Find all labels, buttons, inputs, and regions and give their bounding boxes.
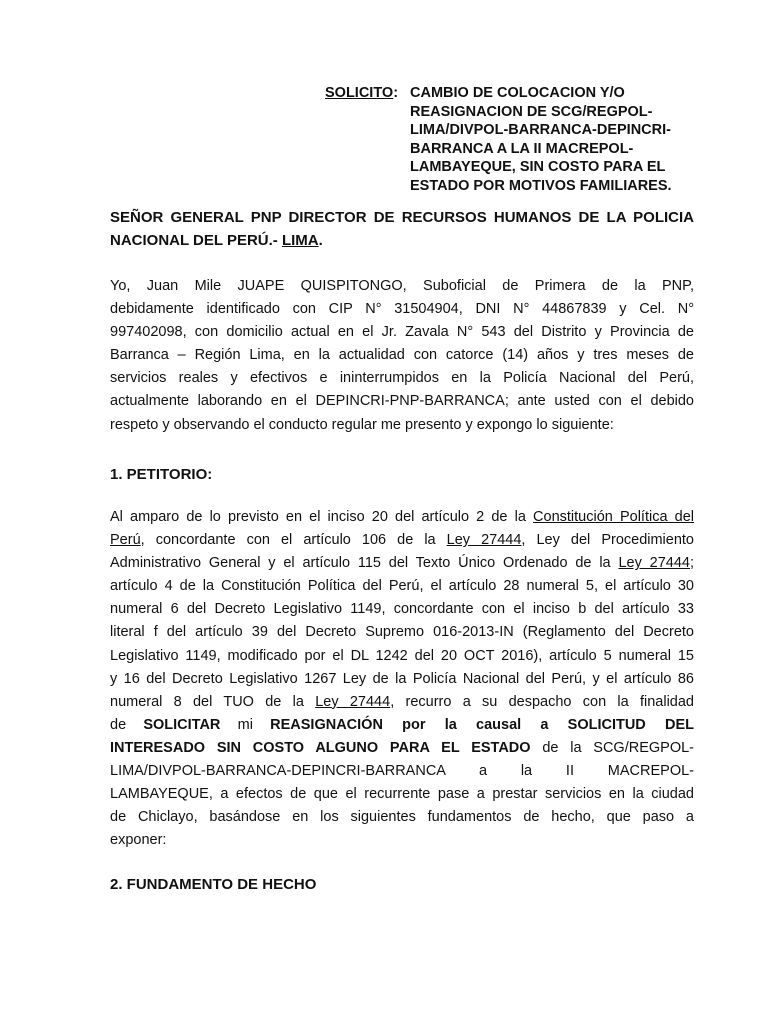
ley-link[interactable]: Ley 27444 bbox=[618, 555, 690, 572]
intro-line: respeto y observando el conducto regular me presento y expongo lo siguiente: bbox=[110, 416, 614, 433]
petitorio-line: Administrativo General y el artículo 115 del Texto Único Ordenado de la Ley 27444; bbox=[110, 555, 694, 572]
ley-link[interactable]: Ley 27444 bbox=[315, 693, 391, 710]
subject-line: LAMBAYEQUE, SIN COSTO PARA EL bbox=[410, 159, 666, 175]
petitorio-line: literal f del artículo 39 del Decreto Supremo 016-2013-IN (Reglamento del Decreto bbox=[110, 624, 694, 641]
intro-line: actualmente laborando en el DEPINCRI-PNP-BARRANCA; ante usted con el debido bbox=[110, 393, 694, 410]
intro-paragraph bbox=[110, 275, 694, 437]
constitution-link[interactable]: Constitución Política del bbox=[533, 509, 694, 525]
petitorio-line: Al amparo de lo previsto en el inciso 20 del artículo 2 de la Constitución Política del bbox=[110, 509, 694, 525]
petitorio-paragraph bbox=[110, 506, 694, 852]
ley-link[interactable]: Ley 27444 bbox=[446, 532, 522, 549]
petitorio-line: Legislativo 1149, modificado por el DL 1242 del 20 OCT 2016), artículo 5 numeral 15 bbox=[110, 647, 694, 664]
intro-line: debidamente identificado con CIP N° 31504904, DNI N° 44867839 y Cel. N° bbox=[110, 301, 694, 318]
petitorio-line: INTERESADO SIN COSTO ALGUNO PARA EL ESTADO de la SCG/REGPOL- bbox=[110, 739, 694, 756]
subject-label: SOLICITO: bbox=[325, 85, 399, 101]
petitorio-line: de Chiclayo, basándose en los siguientes fundamentos de hecho, que paso a bbox=[110, 809, 694, 826]
intro-line: Barranca – Región Lima, en la actualidad con catorce (14) años y tres meses de bbox=[110, 347, 694, 364]
petitorio-line: numeral 6 del Decreto Legislativo 1149, concordante con el inciso b del artículo 33 bbox=[110, 601, 694, 618]
peru-link[interactable]: Perú bbox=[110, 532, 141, 549]
addressee-line: SEÑOR GENERAL PNP DIRECTOR DE RECURSOS HUMANOS DE LA POLICIA bbox=[110, 209, 694, 226]
subject-text bbox=[410, 84, 720, 195]
petitorio-line: y 16 del Decreto Legislativo 1267 Ley de la Policía Nacional del Perú, y el artículo 86 bbox=[110, 670, 694, 687]
intro-line: 997402098, con domicilio actual en el Jr. Zavala N° 543 del Distrito y Provincia de bbox=[110, 324, 694, 341]
subject-line: BARRANCA A LA II MACREPOL- bbox=[410, 140, 634, 157]
addressee-city: LIMA bbox=[281, 232, 319, 249]
subject-line: REASIGNACION DE SCG/REGPOL- bbox=[410, 103, 653, 120]
intro-line: servicios reales y efectivos e ininterrumpidos en la Policía Nacional del Perú, bbox=[110, 370, 694, 387]
petitorio-line: exponer: bbox=[110, 832, 167, 849]
petitorio-line: numeral 8 del TUO de la Ley 27444, recurro a su despacho con la finalidad bbox=[110, 693, 694, 710]
petitorio-line: de SOLICITAR mi REASIGNACIÓN por la causal a SOLICITUD DEL bbox=[110, 716, 694, 733]
petitorio-line: LAMBAYEQUE, a efectos de que el recurrente pase a prestar servicios en la ciudad bbox=[110, 786, 694, 803]
petitorio-line: Perú, concordante con el artículo 106 de la Ley 27444, Ley del Procedimiento bbox=[110, 532, 695, 549]
section-heading-petitorio: 1. PETITORIO: bbox=[110, 466, 213, 483]
addressee-block bbox=[110, 206, 694, 252]
subject-line: LIMA/DIVPOL-BARRANCA-DEPINCRI- bbox=[410, 122, 671, 138]
addressee-line: NACIONAL DEL PERÚ.- LIMA. bbox=[110, 232, 323, 249]
petitorio-line: LIMA/DIVPOL-BARRANCA-DEPINCRI-BARRANCA a la II MACREPOL- bbox=[110, 763, 694, 780]
petitorio-line: artículo 4 de la Constitución Política del Perú, el artículo 28 numeral 5, el artículo 30 bbox=[110, 578, 694, 595]
intro-line: Yo, Juan Mile JUAPE QUISPITONGO, Suboficial de Primera de la PNP, bbox=[110, 278, 694, 294]
subject-line: ESTADO POR MOTIVOS FAMILIARES. bbox=[410, 177, 672, 194]
subject-line: CAMBIO DE COLOCACION Y/O bbox=[410, 85, 625, 101]
section-heading-fundamento: 2. FUNDAMENTO DE HECHO bbox=[110, 876, 317, 893]
